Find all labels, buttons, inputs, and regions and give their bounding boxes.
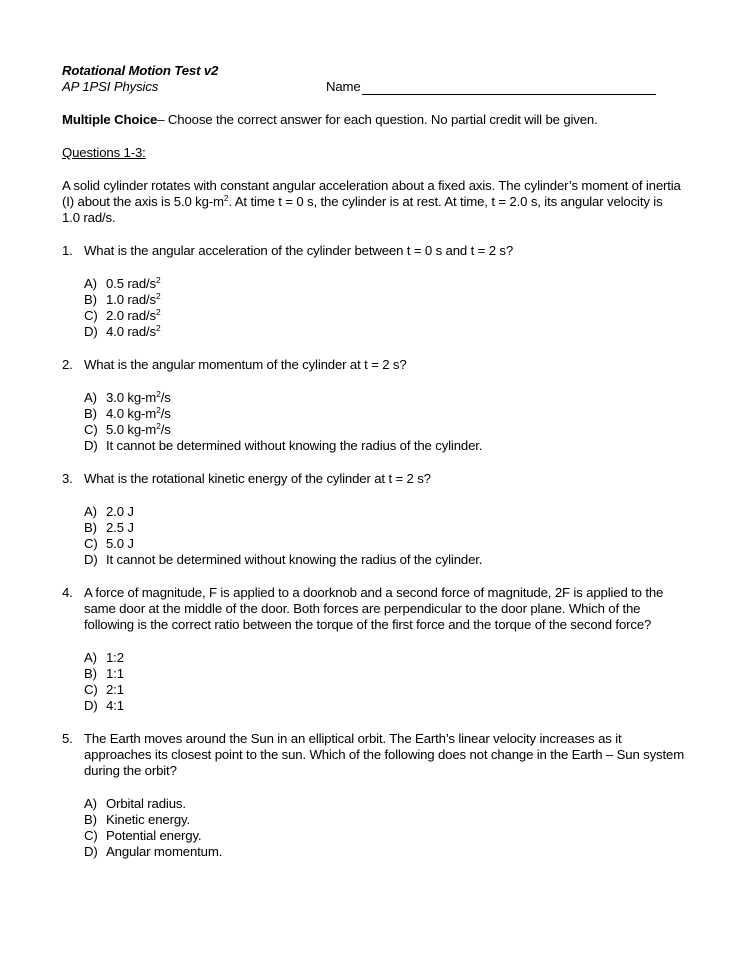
subtitle-row <box>62 79 702 95</box>
option-main-text: Orbital radius. <box>106 796 186 811</box>
option-text <box>106 520 134 536</box>
option-main-text: 4:1 <box>106 698 124 713</box>
option-letter: B) <box>84 520 97 535</box>
option-text <box>106 796 186 812</box>
option-text <box>106 698 124 714</box>
option-letter: A) <box>84 276 97 291</box>
option-text <box>106 536 134 552</box>
option-main-text: 1.0 rad/s <box>106 292 156 307</box>
option-main-text: 5.0 kg-m <box>106 422 157 437</box>
option-letter: B) <box>84 812 97 827</box>
option-unit-suffix: /s <box>160 390 171 405</box>
option-text <box>106 422 171 438</box>
option-text <box>106 324 161 340</box>
question-1-option-c[interactable] <box>84 308 702 324</box>
answer-options <box>84 276 702 340</box>
option-text <box>106 292 161 308</box>
option-letter: B) <box>84 666 97 681</box>
question-4-option-c[interactable] <box>84 682 702 698</box>
question-stem <box>62 585 702 633</box>
course-name: AP 1PSI Physics <box>62 79 159 94</box>
student-name-field[interactable] <box>326 79 656 95</box>
option-letter: D) <box>84 698 98 713</box>
option-superscript: 2 <box>156 421 161 431</box>
question-text: What is the angular acceleration of the cylinder between t = 0 s and t = 2 s? <box>84 243 514 258</box>
passage-text-continued: . At time t = 0 s, the cylinder is at rest. At time, t = 2.0 s, its angular velocity is 1.0 rad/s. <box>62 194 663 225</box>
question-number: 3. <box>62 471 73 486</box>
option-letter: C) <box>84 536 98 551</box>
answer-options <box>84 796 702 860</box>
answer-options <box>84 650 702 714</box>
option-text <box>106 390 171 406</box>
option-text <box>106 828 201 844</box>
question-1 <box>62 243 702 340</box>
option-letter: C) <box>84 828 98 843</box>
question-number: 5. <box>62 731 73 746</box>
option-superscript: 2 <box>156 405 161 415</box>
question-4 <box>62 585 702 714</box>
question-stem <box>62 243 702 259</box>
passage-superscript: 2 <box>223 193 229 203</box>
question-list <box>62 243 702 860</box>
question-number: 4. <box>62 585 73 600</box>
option-superscript: 2 <box>155 291 161 301</box>
option-main-text: 2:1 <box>106 682 124 697</box>
option-main-text: It cannot be determined without knowing the radius of the cylinder. <box>106 438 483 453</box>
question-5-option-d[interactable] <box>84 844 702 860</box>
option-letter: C) <box>84 682 98 697</box>
name-blank-line[interactable] <box>362 81 656 95</box>
option-main-text: It cannot be determined without knowing the radius of the cylinder. <box>106 552 483 567</box>
question-3-option-b[interactable] <box>84 520 702 536</box>
option-main-text: 4.0 kg-m <box>106 406 157 421</box>
option-letter: B) <box>84 406 97 421</box>
instructions <box>62 112 702 128</box>
option-letter: A) <box>84 650 97 665</box>
question-text: The Earth moves around the Sun in an elliptical orbit. The Earth’s linear velocity increases as it approaches its closest point to the sun. Which of the following does not change in the Earth – Sun system during the orbit? <box>84 731 685 778</box>
option-letter: C) <box>84 422 98 437</box>
option-main-text: 5.0 J <box>106 536 134 551</box>
question-1-option-d[interactable] <box>84 324 702 340</box>
option-main-text: 2.0 rad/s <box>106 308 156 323</box>
option-main-text: Kinetic energy. <box>106 812 191 827</box>
option-text <box>106 650 124 666</box>
test-page <box>62 63 702 860</box>
option-text <box>106 406 171 422</box>
test-title: Rotational Motion Test v2 <box>62 63 219 78</box>
option-letter: D) <box>84 844 98 859</box>
question-group-passage <box>62 178 682 226</box>
option-text <box>106 308 161 324</box>
option-main-text: 1:2 <box>106 650 124 665</box>
option-letter: C) <box>84 308 98 323</box>
answer-options <box>84 504 702 568</box>
option-text <box>106 552 482 568</box>
question-3 <box>62 471 702 568</box>
question-2-option-c[interactable] <box>84 422 702 438</box>
answer-options <box>84 390 702 454</box>
question-5-option-c[interactable] <box>84 828 702 844</box>
option-unit-suffix: /s <box>160 422 171 437</box>
question-1-option-a[interactable] <box>84 276 702 292</box>
option-letter: D) <box>84 552 98 567</box>
question-3-option-c[interactable] <box>84 536 702 552</box>
passage-text: A solid cylinder rotates with constant angular acceleration about a fixed axis. The cylinder’s moment of inertia (I) about the axis is 5.0 kg-m <box>62 178 681 209</box>
instructions-label: Multiple Choice <box>62 112 158 127</box>
option-main-text: 2.0 J <box>106 504 134 519</box>
question-number: 1. <box>62 243 73 258</box>
question-text: A force of magnitude, F is applied to a doorknob and a second force of magnitude, 2F is applied to the same door at the middle of the door. Both forces are perpendicular to the door plane. Which of the following is the correct ratio between the torque of the first force and the torque of the second force? <box>84 585 664 632</box>
question-2 <box>62 357 702 454</box>
option-text <box>106 682 124 698</box>
question-stem <box>62 357 702 373</box>
question-text: What is the angular momentum of the cylinder at t = 2 s? <box>84 357 407 372</box>
option-text <box>106 504 134 520</box>
option-text <box>106 276 161 292</box>
instructions-text: – Choose the correct answer for each question. No partial credit will be given. <box>157 112 598 127</box>
option-letter: A) <box>84 796 97 811</box>
option-letter: D) <box>84 324 98 339</box>
option-text <box>106 666 124 682</box>
question-3-option-d[interactable] <box>84 552 702 568</box>
option-letter: A) <box>84 390 97 405</box>
option-main-text: Potential energy. <box>106 828 202 843</box>
question-1-option-b[interactable] <box>84 292 702 308</box>
option-letter: B) <box>84 292 97 307</box>
option-main-text: 1:1 <box>106 666 124 681</box>
question-3-option-a[interactable] <box>84 504 702 520</box>
question-4-option-a[interactable] <box>84 650 702 666</box>
question-5-option-a[interactable] <box>84 796 702 812</box>
option-text <box>106 812 190 828</box>
option-letter: D) <box>84 438 98 453</box>
question-4-option-b[interactable] <box>84 666 702 682</box>
option-main-text: 4.0 rad/s <box>106 324 156 339</box>
option-superscript: 2 <box>155 323 161 333</box>
option-main-text: 3.0 kg-m <box>106 390 157 405</box>
option-text <box>106 844 222 860</box>
question-5 <box>62 731 702 860</box>
option-main-text: 0.5 rad/s <box>106 276 156 291</box>
option-text <box>106 438 482 454</box>
question-5-option-b[interactable] <box>84 812 702 828</box>
question-stem <box>62 731 702 779</box>
option-superscript: 2 <box>155 307 161 317</box>
option-unit-suffix: /s <box>160 406 171 421</box>
option-superscript: 2 <box>156 389 161 399</box>
option-main-text: Angular momentum. <box>106 844 223 859</box>
question-2-option-d[interactable] <box>84 438 702 454</box>
option-letter: A) <box>84 504 97 519</box>
question-2-option-b[interactable] <box>84 406 702 422</box>
option-superscript: 2 <box>155 275 161 285</box>
question-text: What is the rotational kinetic energy of the cylinder at t = 2 s? <box>84 471 431 486</box>
question-stem <box>62 471 702 487</box>
option-main-text: 2.5 J <box>106 520 134 535</box>
question-2-option-a[interactable] <box>84 390 702 406</box>
question-4-option-d[interactable] <box>84 698 702 714</box>
name-label: Name <box>326 79 361 94</box>
question-group-heading: Questions 1-3: <box>62 145 146 160</box>
question-number: 2. <box>62 357 73 372</box>
